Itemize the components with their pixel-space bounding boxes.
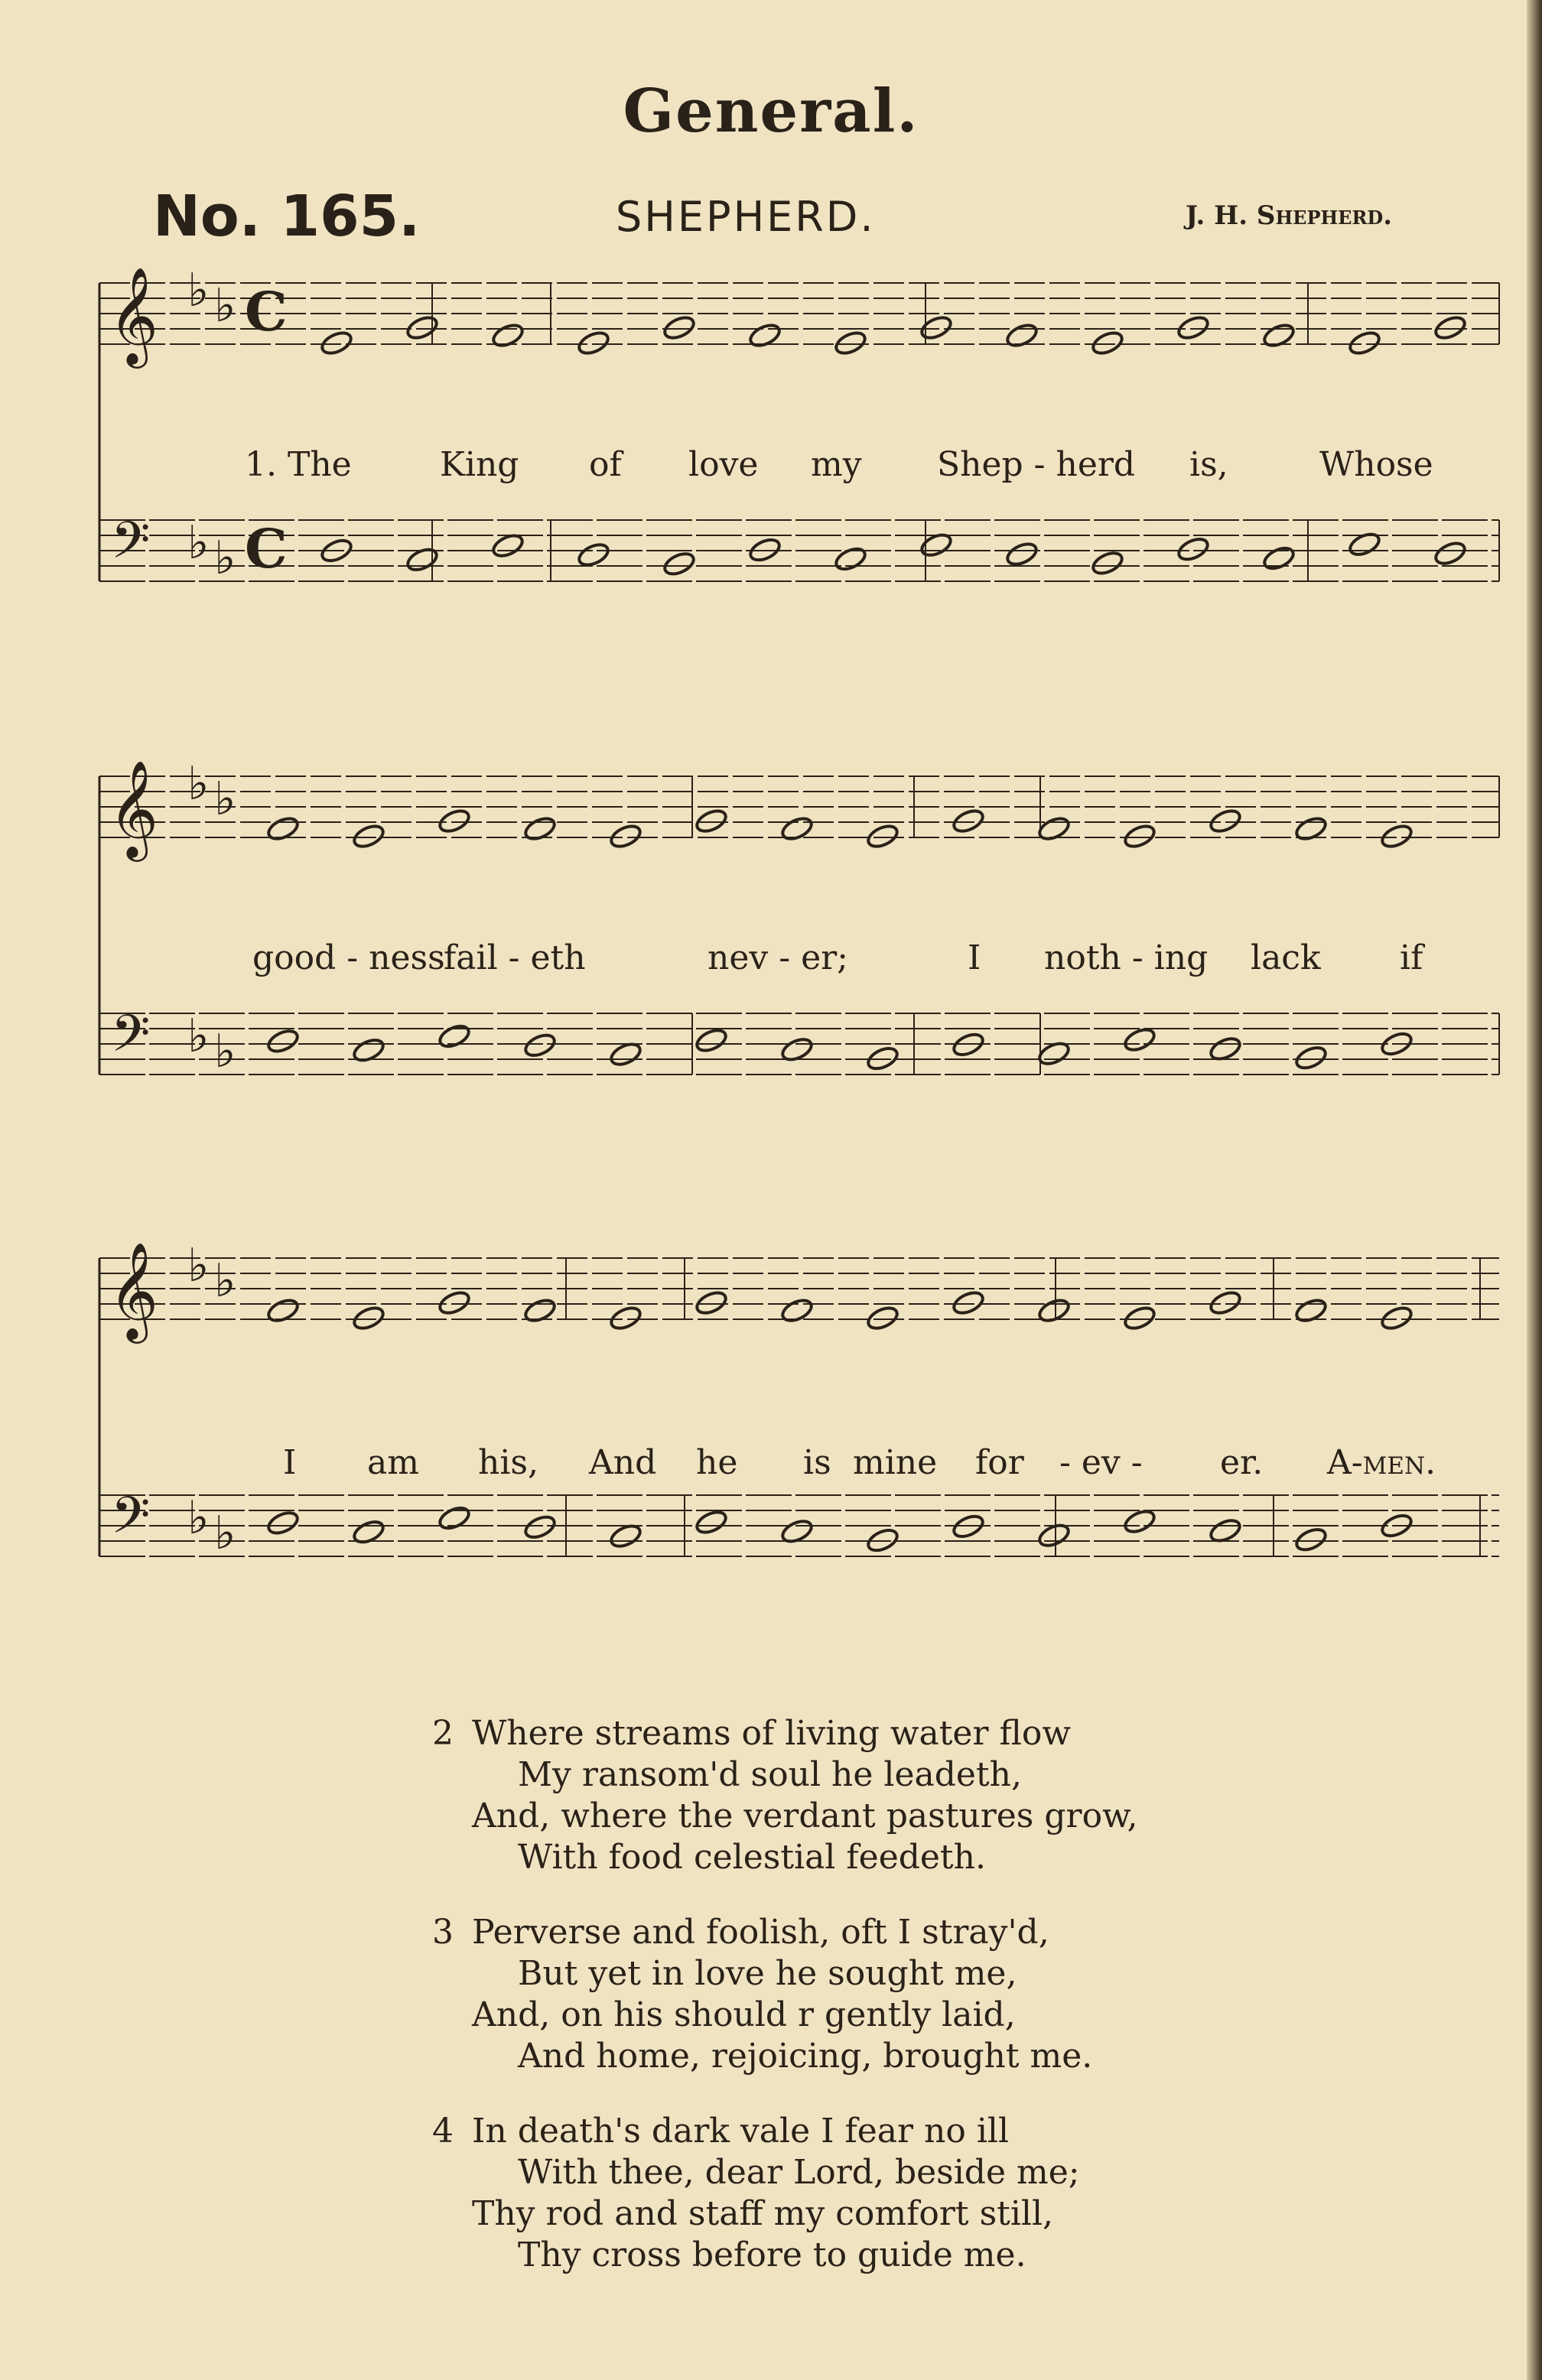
note-head [490, 321, 525, 350]
note-head [1261, 545, 1296, 573]
note-head [1347, 329, 1382, 357]
note-head [919, 314, 954, 342]
note-head [833, 329, 868, 357]
note-head [405, 545, 440, 574]
lyric-syllable: good - ness [252, 938, 445, 977]
stanza-2 [432, 1713, 1137, 1878]
stanza-line-text: Thy cross before to guide me. [518, 2235, 1026, 2274]
lyric-syllable: is, [1189, 445, 1228, 484]
lyric-syllable: fail - eth [444, 938, 586, 977]
note-head [1036, 1296, 1072, 1325]
stanza-number: 2 [432, 1714, 454, 1753]
lyric-syllable: nev - er; [708, 938, 848, 977]
stanza-number: 3 [432, 1913, 454, 1952]
lyric-syllable: I [283, 1443, 297, 1482]
lyric-syllable: Whose [1319, 445, 1433, 484]
note-head [1379, 1304, 1414, 1332]
note-head [1208, 1289, 1243, 1317]
note-head [865, 1304, 900, 1332]
bass-clef-icon: 𝄢 [111, 1004, 151, 1075]
stanza-line [432, 1912, 1092, 1953]
stanza-3 [432, 1912, 1092, 2077]
stanza-line-text: Thy rod and staff my comfort still, [472, 2194, 1054, 2233]
tune-name: SHEPHERD. [616, 193, 876, 241]
lyric-syllable: he [696, 1443, 738, 1482]
note-head [608, 1304, 643, 1332]
lyric-syllable: 1. The [245, 445, 352, 484]
flat-icon: ♭ [214, 279, 236, 333]
stanza-line-text: Perverse and foolish, oft I stray'd, [472, 1913, 1049, 1952]
stanza-line-text: With thee, dear Lord, beside me; [518, 2153, 1080, 2192]
note-head [437, 807, 472, 835]
note-head [1293, 1044, 1329, 1072]
note-head [608, 822, 643, 850]
stanza-line [432, 2036, 1092, 2077]
note-head [265, 1027, 301, 1055]
stanza-number: 4 [432, 2112, 454, 2151]
stanza-line [432, 2193, 1080, 2235]
note-head [694, 1508, 729, 1536]
flat-icon: ♭ [187, 516, 210, 570]
note-head [1036, 814, 1072, 843]
grand-staff [0, 260, 1542, 688]
note-head [265, 814, 301, 843]
lyric-syllable: mine [853, 1443, 938, 1482]
stanza-line [432, 1837, 1137, 1878]
lyric-syllable: lack [1251, 938, 1321, 977]
stanza-line [432, 2111, 1080, 2152]
note-head [1122, 1304, 1157, 1332]
flat-icon: ♭ [187, 1239, 210, 1292]
note-head [1208, 807, 1243, 835]
flat-icon: ♭ [187, 1491, 210, 1545]
note-head [779, 814, 815, 843]
lyric-syllable: for [975, 1443, 1024, 1482]
stanza-line-text: And, on his should r gently laid, [472, 1995, 1016, 2034]
lyric-syllable: am [367, 1443, 419, 1482]
lyric-syllable: noth - ing [1044, 938, 1209, 977]
lyric-syllable: I [968, 938, 981, 977]
stanza-line-text: Where streams of living water flow [472, 1714, 1071, 1753]
stanza-line [432, 1953, 1092, 1995]
note-head [1122, 822, 1157, 850]
stanza-line-text: My ransom'd soul he leadeth, [518, 1755, 1022, 1794]
note-head [522, 1031, 558, 1059]
flat-icon: ♭ [214, 772, 236, 826]
bass-clef-icon: 𝄢 [111, 1486, 151, 1557]
lyric-syllable: King [440, 445, 519, 484]
lyric-syllable: A-men. [1327, 1443, 1436, 1482]
stanza-line-text: In death's dark vale I fear no ill [472, 2112, 1010, 2151]
music-system-1 [0, 260, 1542, 688]
note-head [694, 807, 729, 835]
note-head [951, 1289, 986, 1317]
note-head [1293, 814, 1329, 843]
stanza-line [432, 1713, 1137, 1754]
note-head [405, 314, 440, 342]
note-head [1433, 314, 1468, 342]
stanza-line [432, 2152, 1080, 2193]
flat-icon: ♭ [187, 1010, 210, 1063]
note-head [662, 314, 697, 342]
note-head [437, 1289, 472, 1317]
lyric-syllable: if [1400, 938, 1423, 977]
note-head [1090, 549, 1125, 577]
flat-icon: ♭ [214, 1254, 236, 1308]
note-head [747, 321, 782, 350]
note-head [694, 1289, 729, 1317]
note-head [1036, 1039, 1072, 1068]
note-head [1036, 1521, 1072, 1549]
stanza-line-text: With food celestial feedeth. [518, 1838, 986, 1877]
music-system-3 [0, 1235, 1542, 1663]
stanza-line [432, 2235, 1080, 2276]
note-head [1004, 540, 1039, 568]
note-head [1176, 314, 1211, 342]
flat-icon: ♭ [214, 532, 236, 585]
note-head [522, 1513, 558, 1541]
note-head [265, 1296, 301, 1325]
lyric-syllable: love [688, 445, 759, 484]
treble-clef-icon: 𝄞 [109, 759, 159, 857]
note-head [437, 1504, 472, 1533]
note-head [265, 1509, 301, 1537]
note-head [319, 329, 354, 357]
note-head [1379, 822, 1414, 850]
lyric-syllable: And [589, 1443, 657, 1482]
lyric-syllable: is [803, 1443, 831, 1482]
note-head [694, 1026, 729, 1055]
note-head [865, 822, 900, 850]
note-head [1261, 321, 1296, 350]
lyric-syllable: of [589, 445, 622, 484]
note-head [1293, 1296, 1329, 1325]
stanza-line [432, 1796, 1137, 1837]
note-head [437, 1023, 472, 1051]
hymn-number: No. 165. [153, 184, 421, 249]
lyric-syllable: my [811, 445, 862, 484]
note-head [1122, 1507, 1157, 1536]
lyric-syllable: Shep - herd [937, 445, 1136, 484]
lyric-syllable: - ev - [1059, 1443, 1143, 1482]
music-system-2 [0, 753, 1542, 1182]
note-head [576, 329, 611, 357]
treble-clef-icon: 𝄞 [109, 266, 159, 364]
lyric-syllable: er. [1220, 1443, 1264, 1482]
stanza-line-text: And home, rejoicing, brought me. [518, 2037, 1093, 2076]
note-head [351, 822, 386, 850]
section-heading: General. [623, 76, 919, 146]
flat-icon: ♭ [214, 1507, 236, 1560]
note-head [1122, 1026, 1157, 1054]
note-head [576, 541, 611, 569]
composer: J. H. Shepherd. [1186, 200, 1393, 231]
note-head [1090, 329, 1125, 357]
stanza-4 [432, 2111, 1080, 2276]
note-head [951, 807, 986, 835]
note-head [1433, 539, 1468, 567]
common-time-icon: C [245, 280, 288, 343]
note-head [1004, 321, 1039, 350]
stanza-line [432, 1995, 1092, 2036]
bass-clef-icon: 𝄢 [111, 511, 151, 582]
note-head [1347, 530, 1382, 558]
note-head [522, 1296, 558, 1325]
grand-staff [0, 1235, 1542, 1663]
note-head [351, 1518, 386, 1546]
note-head [522, 814, 558, 843]
common-time-icon: C [245, 517, 288, 580]
note-head [779, 1296, 815, 1325]
stanza-line-text: But yet in love he sought me, [518, 1954, 1017, 1993]
note-head [351, 1036, 386, 1065]
treble-clef-icon: 𝄞 [109, 1241, 159, 1339]
note-head [662, 550, 697, 578]
flat-icon: ♭ [187, 264, 210, 317]
lyric-syllable: his, [478, 1443, 538, 1482]
note-head [1293, 1526, 1329, 1554]
note-head [490, 532, 525, 560]
stanza-line-text: And, where the verdant pastures grow, [472, 1796, 1138, 1835]
note-head [351, 1304, 386, 1332]
flat-icon: ♭ [187, 757, 210, 811]
flat-icon: ♭ [214, 1025, 236, 1078]
stanza-line [432, 1754, 1137, 1796]
note-head [1176, 535, 1211, 564]
note-head [833, 545, 868, 573]
